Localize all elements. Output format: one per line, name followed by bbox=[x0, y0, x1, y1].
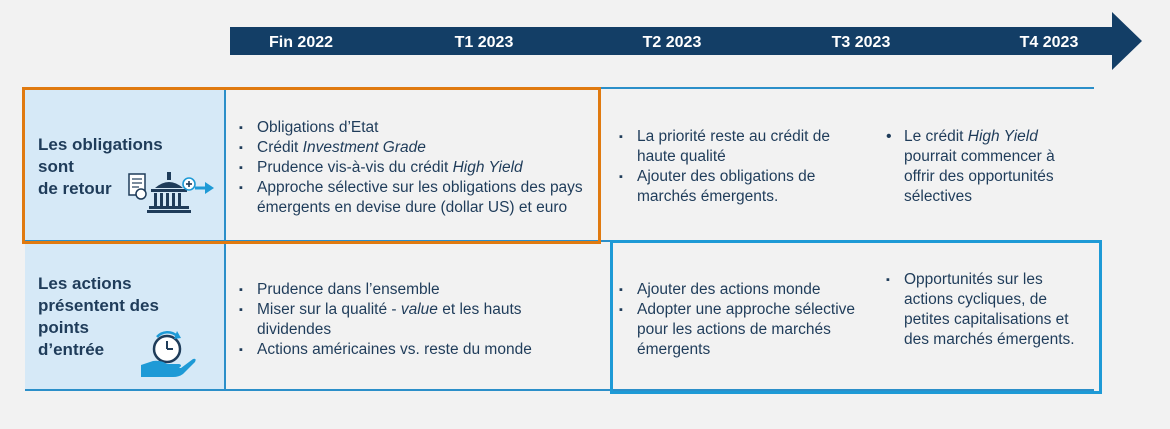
bullet-text: et les hauts dividendes bbox=[257, 301, 522, 338]
bullet-marker: ▪ bbox=[239, 142, 243, 154]
bullet-item bbox=[237, 280, 597, 300]
timeline-period-t3-2023: T3 2023 bbox=[831, 34, 891, 51]
bullet-text: pourrait commencer à offrir des opportunités sélectives bbox=[904, 148, 1055, 205]
category-equities-line: points bbox=[38, 318, 89, 337]
bullet-item bbox=[237, 300, 597, 340]
bullet-text: La priorité reste au crédit de haute qualité bbox=[637, 128, 830, 165]
category-equities-line: présentent des bbox=[38, 296, 159, 315]
bullet-marker: ▪ bbox=[619, 284, 623, 296]
bullet-text: Obligations d’Etat bbox=[257, 119, 379, 136]
bullet-list bbox=[617, 127, 862, 207]
bullet-text: Prudence dans l’ensemble bbox=[257, 281, 440, 298]
bullet-item bbox=[617, 167, 862, 207]
timeline-period-t4-2023: T4 2023 bbox=[1019, 34, 1079, 51]
bullet-text: Adopter une approche sélective pour les actions de marchés émergents bbox=[637, 301, 856, 358]
bullet-text: Ajouter des actions monde bbox=[637, 281, 821, 298]
bullet-item bbox=[617, 127, 862, 167]
bullet-marker: • bbox=[886, 128, 892, 145]
bullet-text: Approche sélective sur les obligations des pays émergents en devise dure (dollar US) et euro bbox=[257, 179, 583, 216]
timeline-period-fin-2022: Fin 2022 bbox=[268, 34, 334, 51]
category-equities-line: Les actions bbox=[38, 274, 132, 293]
bullet-marker: ▪ bbox=[239, 182, 243, 194]
category-equities bbox=[25, 243, 224, 389]
bullet-marker: ▪ bbox=[239, 122, 243, 134]
bullet-marker: ▪ bbox=[239, 304, 243, 316]
bonds-mid-term-cell bbox=[617, 127, 862, 207]
bullet-text: Le crédit bbox=[904, 128, 968, 145]
bonds-near-term-highlight bbox=[22, 87, 601, 244]
bullet-list bbox=[884, 127, 1079, 207]
hand-clock-icon bbox=[137, 327, 199, 383]
bullet-text: Crédit bbox=[257, 139, 303, 156]
bullet-item bbox=[237, 340, 597, 360]
bullet-text: Miser sur la qualité - bbox=[257, 301, 401, 318]
timeline-arrow bbox=[230, 12, 1142, 70]
emphasis-text: High Yield bbox=[452, 159, 523, 176]
bullet-text: Prudence vis-à-vis du crédit bbox=[257, 159, 453, 176]
bullet-text: Opportunités sur les actions cycliques, de petites capitalisations et des marchés émergents. bbox=[904, 271, 1075, 348]
bullet-text: Ajouter des obligations de marchés émergents. bbox=[637, 168, 816, 205]
equities-near-term-cell bbox=[237, 280, 597, 360]
bullet-marker: ▪ bbox=[239, 344, 243, 356]
bullet-list bbox=[237, 280, 597, 360]
timeline-period-t1-2023: T1 2023 bbox=[454, 34, 514, 51]
bullet-item bbox=[884, 127, 1079, 207]
bullet-marker: ▪ bbox=[886, 274, 890, 286]
bullet-marker: ▪ bbox=[239, 162, 243, 174]
bonds-long-term-cell bbox=[884, 127, 1079, 207]
category-equities-line: d’entrée bbox=[38, 340, 105, 359]
category-bonds-line: de retour bbox=[38, 179, 112, 198]
bullet-marker: ▪ bbox=[619, 304, 623, 316]
bullet-text: Actions américaines vs. reste du monde bbox=[257, 341, 532, 358]
emphasis-text: Investment Grade bbox=[302, 139, 426, 156]
bullet-marker: ▪ bbox=[619, 171, 623, 183]
equities-outlook-highlight bbox=[610, 240, 1102, 394]
category-bonds-line: sont bbox=[38, 157, 74, 176]
bullet-marker: ▪ bbox=[239, 284, 243, 296]
timeline-period-t2-2023: T2 2023 bbox=[642, 34, 702, 51]
bullet-marker: ▪ bbox=[619, 131, 623, 143]
emphasis-text: High Yield bbox=[967, 128, 1038, 145]
emphasis-text: value bbox=[400, 301, 438, 318]
category-bonds-line: Les obligations bbox=[38, 135, 163, 154]
